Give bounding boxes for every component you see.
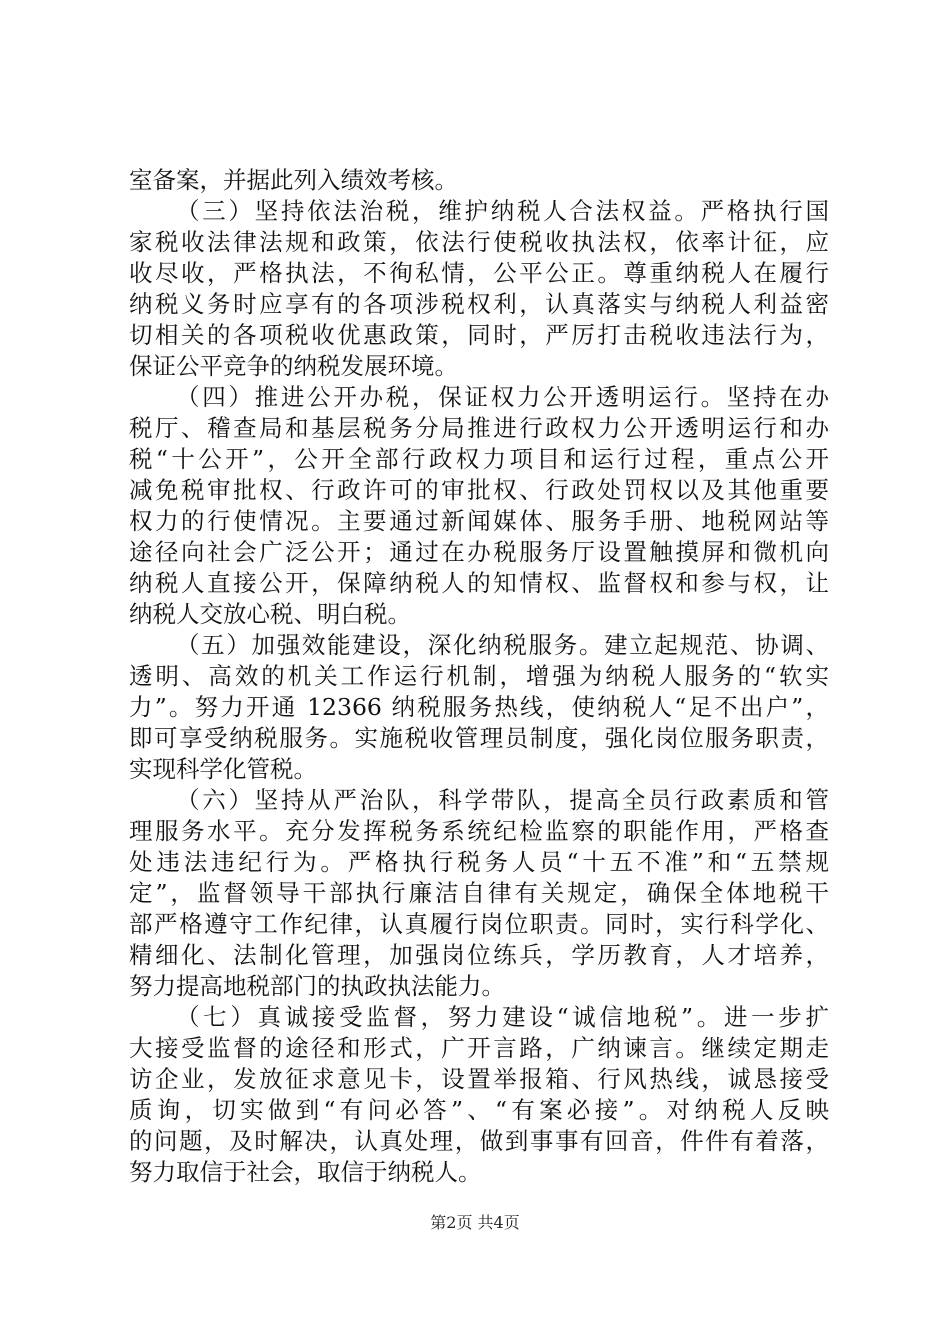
text-line: 减免税审批权、行政许可的审批权、行政处罚权以及其他重要 [129,476,829,504]
text-line: 纳税人直接公开，保障纳税人的知情权、监督权和参与权，让 [129,569,829,597]
text-line: 努力提高地税部门的执政执法能力。 [129,972,505,1000]
text-line: 保证公平竞争的纳税发展环境。 [129,352,458,380]
text-line: （七）真诚接受监督，努力建设“诚信地税”。进一步扩 [176,1003,829,1031]
text-line: 访企业，发放征求意见卡，设置举报箱、行风热线，诚恳接受 [129,1065,829,1093]
text-line: 处违法违纪行为。严格执行税务人员“十五不准”和“五禁规 [129,848,829,876]
text-line: 家税收法律法规和政策，依法行使税收执法权，依率计征，应 [129,228,829,256]
text-line: 部严格遵守工作纪律，认真履行岗位职责。同时，实行科学化、 [129,910,829,938]
text-line: 切相关的各项税收优惠政策，同时，严厉打击税收违法行为， [129,321,829,349]
text-line: 室备案，并据此列入绩效考核。 [129,166,458,194]
paragraph [129,165,829,196]
paragraph [129,785,829,1002]
text-line: 定”，监督领导干部执行廉洁自律有关规定，确保全体地税干 [129,879,829,907]
text-line: 纳税义务时应享有的各项涉税权利，认真落实与纳税人利益密 [129,290,829,318]
text-line: （四）推进公开办税，保证权力公开透明运行。坚持在办 [176,383,829,411]
paragraph [129,1002,829,1188]
text-line: 质询，切实做到“有问必答”、“有案必接”。对纳税人反映 [129,1096,829,1124]
page-number-footer: 第2页 共4页 [430,1213,520,1232]
text-line: 收尽收，严格执法，不徇私情，公平公正。尊重纳税人在履行 [129,259,829,287]
text-line: 力”。努力开通 12366 纳税服务热线，使纳税人“足不出户”， [129,693,829,721]
text-line: 权力的行使情况。主要通过新闻媒体、服务手册、地税网站等 [129,507,829,535]
paragraph [129,382,829,630]
text-line: 精细化、法制化管理，加强岗位练兵，学历教育，人才培养， [129,941,829,969]
text-line: 透明、高效的机关工作运行机制，增强为纳税人服务的“软实 [129,662,829,690]
text-line: 实现科学化管税。 [129,755,317,783]
paragraph [129,196,829,382]
text-line: 纳税人交放心税、明白税。 [129,600,411,628]
text-line: 努力取信于社会，取信于纳税人。 [129,1158,482,1186]
text-line: 途径向社会广泛公开；通过在办税服务厅设置触摸屏和微机向 [129,538,829,566]
text-line: 大接受监督的途径和形式，广开言路，广纳谏言。继续定期走 [129,1034,829,1062]
text-line: 税“十公开”，公开全部行政权力项目和运行过程，重点公开 [129,445,829,473]
text-line: （三）坚持依法治税，维护纳税人合法权益。严格执行国 [176,197,829,225]
text-line: （五）加强效能建设，深化纳税服务。建立起规范、协调、 [176,631,829,659]
text-line: 即可享受纳税服务。实施税收管理员制度，强化岗位服务职责， [129,724,829,752]
text-line: 税厅、稽查局和基层税务分局推进行政权力公开透明运行和办 [129,414,829,442]
text-line: 的问题，及时解决，认真处理，做到事事有回音，件件有着落， [129,1127,829,1155]
paragraph [129,630,829,785]
text-line: 理服务水平。充分发挥税务系统纪检监察的职能作用，严格查 [129,817,829,845]
document-body [129,165,829,1188]
text-line: （六）坚持从严治队，科学带队，提高全员行政素质和管 [176,786,829,814]
